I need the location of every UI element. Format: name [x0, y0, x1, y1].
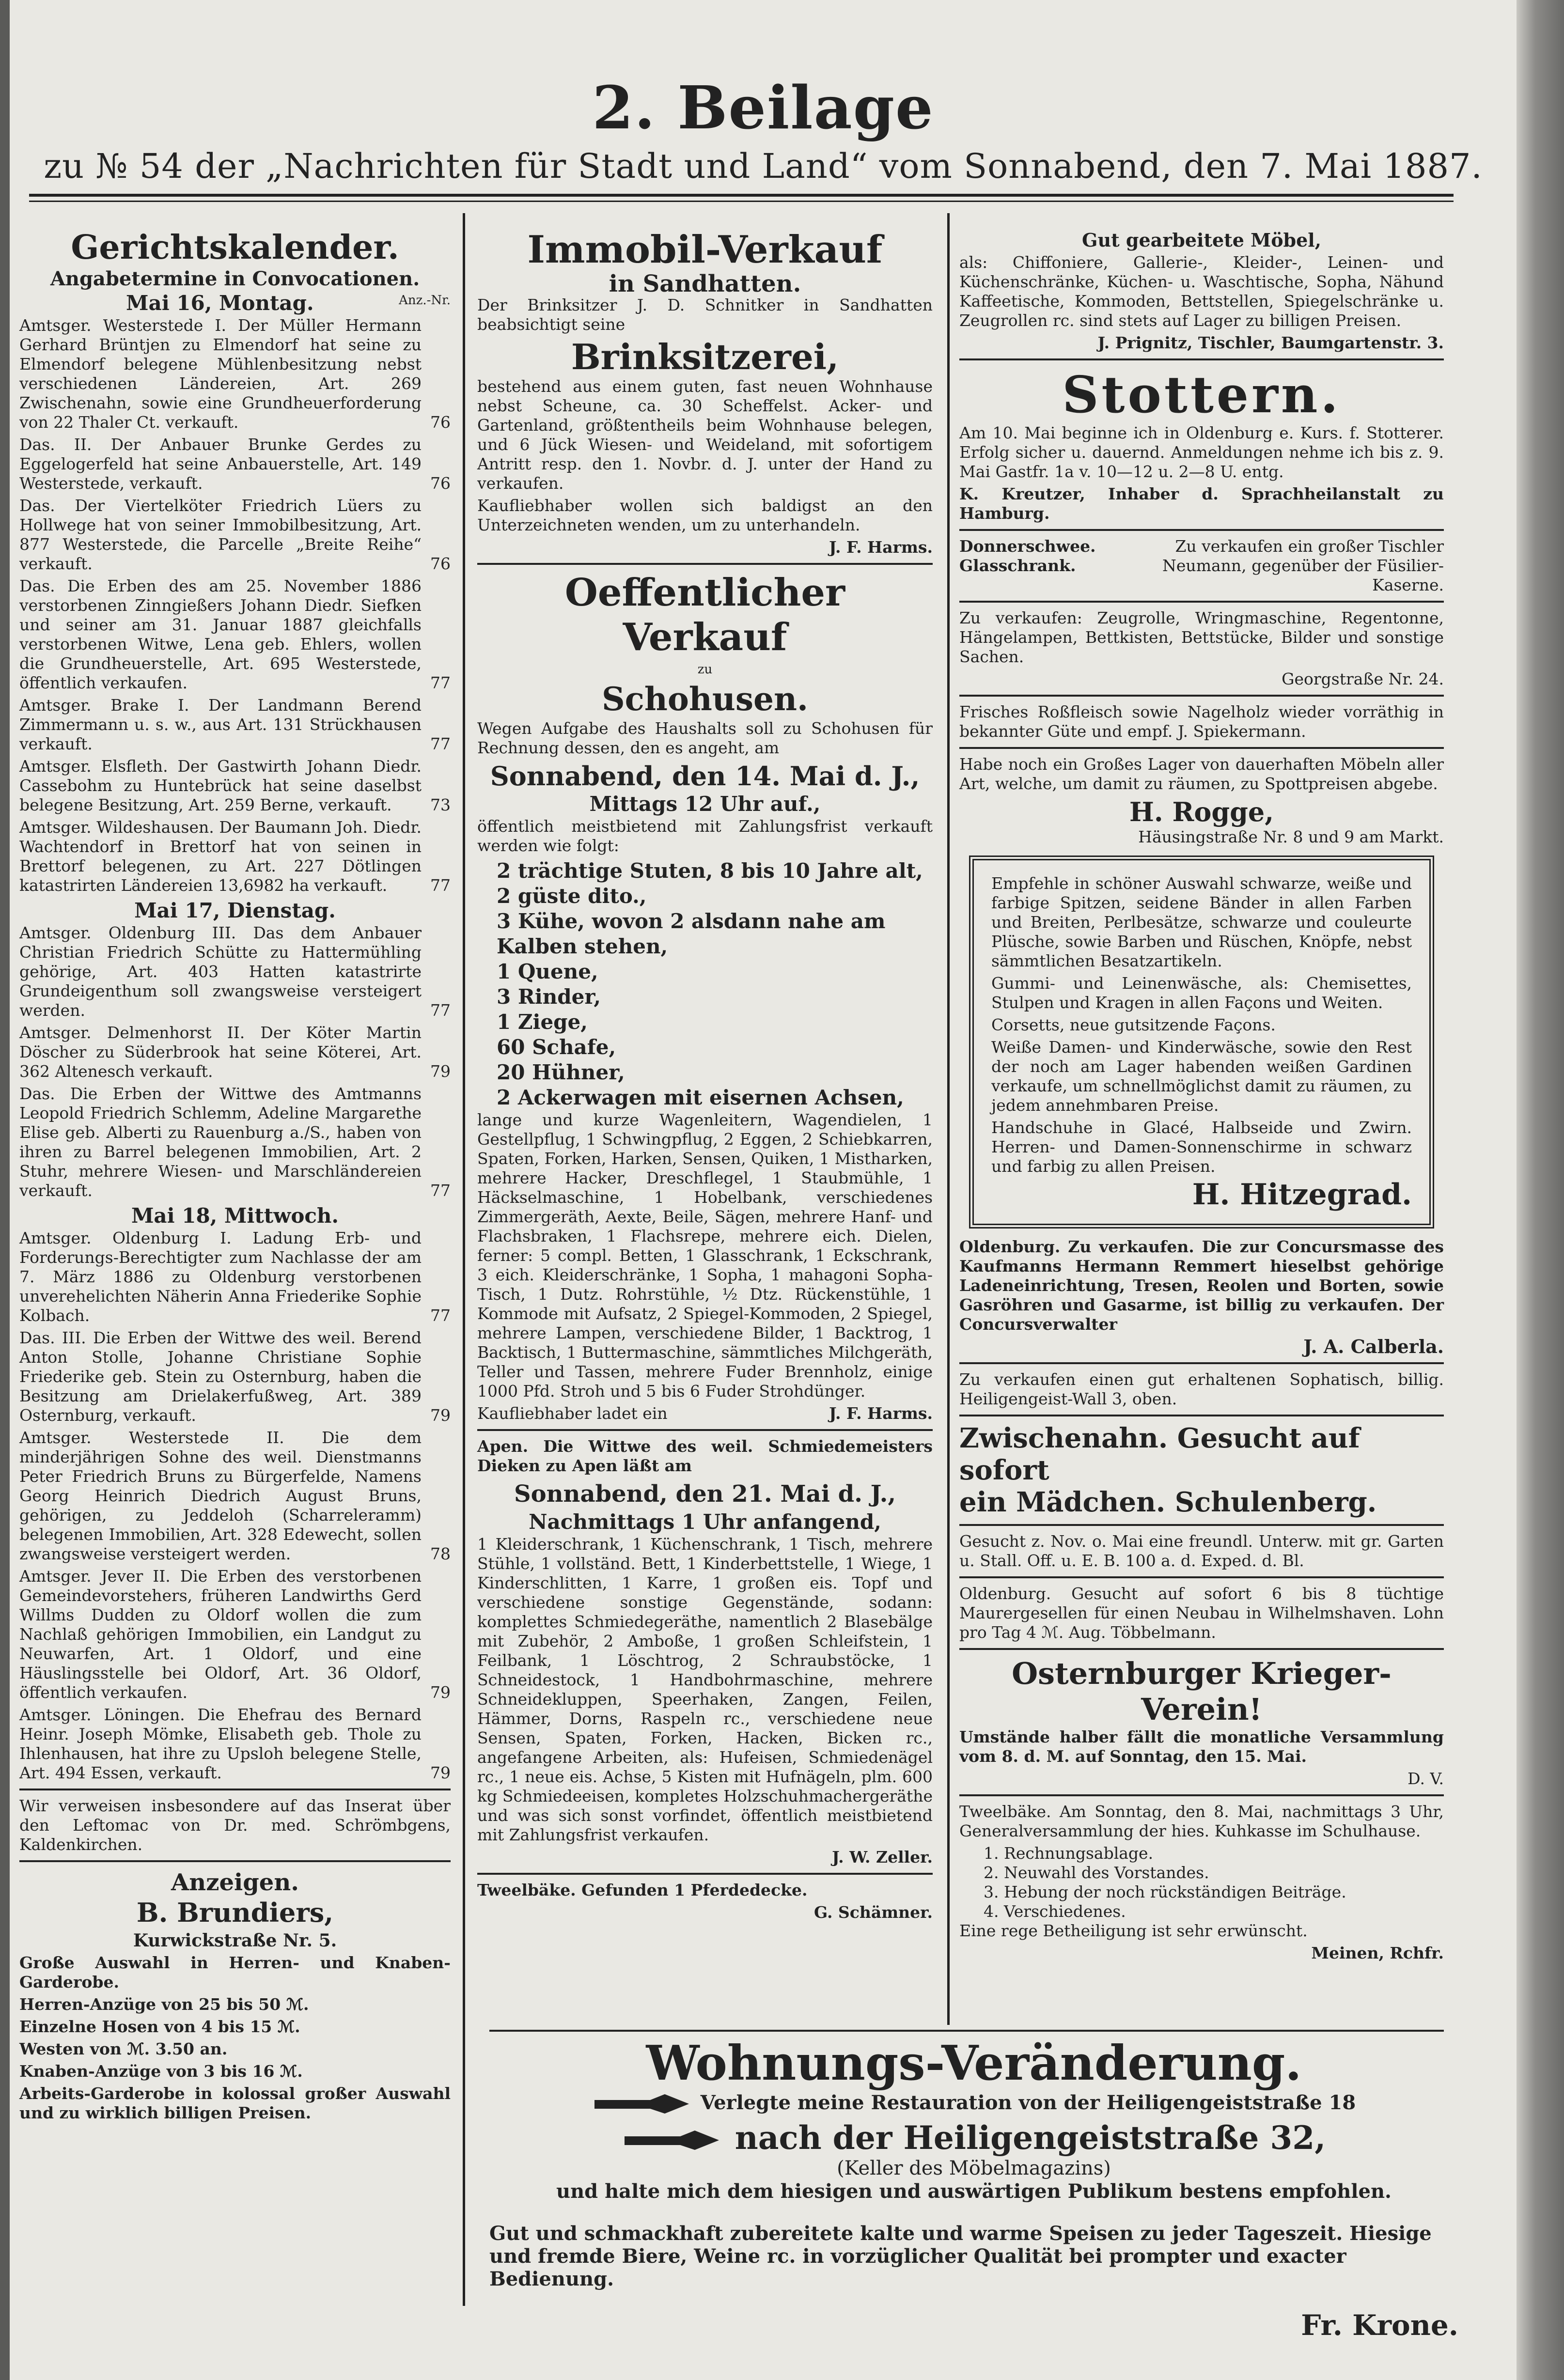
- apen-date: Sonnabend, den 21. Mai d. J.,: [514, 1480, 896, 1508]
- court-entry: Das. III. Die Erben der Wittwe des weil. Berend Anton Stolle, Johanne Christiane Sophie Friederike geb. Stein zu Osternburg, haben die Besitzung am Drielakerfußweg, Art. 389 Osternburg, verkauft. 79: [19, 1328, 451, 1425]
- immobil-intro: Der Brinksitzer J. D. Schnitker in Sandhatten beabsichtigt seine: [477, 296, 933, 334]
- firm-line: Einzelne Hosen von 4 bis 15 ℳ.: [19, 2017, 300, 2036]
- date-heading: Mai 16, Montag.: [126, 291, 314, 315]
- maid-wanted-line1: Zwischenahn. Gesucht auf sofort: [959, 1422, 1360, 1486]
- concurs-notice: Oldenburg. Zu verkaufen. Die zur Concursmasse des Kaufmanns Hermann Remmert hieselbst gehörige Ladeneinrichtung, Tresen, Reolen und Borten, sowie Gasröhren und Gasarme, ist billig zu verkaufen. Der Concursverwalter: [959, 1237, 1444, 1334]
- immobil-title: Immobil-Verkauf: [527, 228, 883, 272]
- furniture-title: Gut gearbeitete Möbel,: [1082, 229, 1321, 251]
- immobil-buyers: Kaufliebhaber wollen sich baldigst an den Unterzeichneten wenden, um zu unterhandeln.: [477, 496, 933, 534]
- masthead: [10, 0, 1517, 186]
- box-line: Corsetts, neue gutsitzende Façons.: [991, 1015, 1276, 1034]
- court-entry: Amtsger. Wildeshausen. Der Baumann Joh. Diedr. Wachtendorf in Brettorf hat von seinen in Brettorf belegenen, zu Art. 227 Dötlingen katastrirten Ländereien 13,6982 ha verkauft. 77: [19, 818, 451, 895]
- list-item: 20 Hühner,: [497, 1060, 625, 1084]
- immobil-body: bestehend aus einem guten, fast neuen Wohnhause nebst Scheune, ca. 30 Scheffelst. Acker- und Gartenland, größtentheils beim Wohnhause belegen, und 6 Jück Wiesen- und Weideland, mit sofortigem Antritt resp. den 1. Novbr. d. J. unter der Hand zu verkaufen.: [477, 377, 933, 493]
- auction-time: Mittags 12 Uhr auf.,: [589, 792, 821, 816]
- livestock-list: [477, 858, 933, 1110]
- court-entry: Amtsger. Löningen. Die Ehefrau des Bernard Heinr. Joseph Mömke, Elisabeth geb. Thole zu Ihlenhausen, hat ihre zu Upsloh belegene Stelle, Art. 494 Essen, verkauft. 79: [19, 1705, 451, 1782]
- box-line: Weiße Damen- und Kinderwäsche, sowie den Rest der noch am Lager habenden weißen Gardinen verkaufe, um schnellmöglichst damit zu räumen, zu jedem annehmbaren Preise.: [991, 1038, 1412, 1115]
- relocation-line1: Verlegte meine Restauration von der Heiligengeiststraße 18: [700, 2091, 1356, 2114]
- masthead-rule: [29, 194, 1454, 197]
- list-item: 1. Rechnungsablage.: [984, 1844, 1154, 1863]
- auction-body: lange und kurze Wagenleitern, Wagendielen, 1 Gestellpflug, 1 Schwingpflug, 2 Eggen, 2 Schiebkarren, Spaten, Forken, Harken, Sensen, Quiken, 1 Mistharken, mehrere Hacker, Dreschflegel, 1 Staubmühle, 1 Häckselmaschine, 1 Hobelbank, verschiedenes Zimmergeräth, Aexte, Beile, Sägen, mehrere Hanf- und Flachsbraken, 1 Flachsrepe, mehrere eich. Dielen, ferner: 5 compl. Betten, 1 Glasschrank, 1 Eckschrank, 3 eich. Kleiderschränke, 1 Sopha, 1 mahagoni Sopha-Tisch, 1 Dutz. Rohrstühle, ½ Dtz. Rückenstühle, 1 Kommode mit Aufsatz, 2 Spiegel-Kommoden, 2 Spiegel, mehrere Lampen, verschiedene Bilder, 1 Backtrog, 1 Backtisch, 1 Buttermaschine, sämmtliches Milchgeräth, Teller und Tassen, mehrere Fuder Brennholz, einige 1000 Pfd. Stroh und 5 bis 6 Fuder Strohdünger.: [477, 1110, 933, 1400]
- masons-wanted: Oldenburg. Gesucht auf sofort 6 bis 8 tüchtige Maurergesellen für einen Neubau in Wilhelmshaven. Lohn pro Tag 4 ℳ. Aug. Többelmann.: [959, 1584, 1444, 1642]
- list-item: 1 Ziege,: [497, 1010, 588, 1034]
- kuhkasse-close: Eine rege Betheiligung ist sehr erwünscht.: [959, 1921, 1308, 1940]
- rogge-address: Häusingstraße Nr. 8 und 9 am Markt.: [1138, 827, 1444, 846]
- court-entry: Amtsger. Westerstede II. Die dem minderjährigen Sohne des weil. Dienstmanns Peter Friedrich Bruns zu Bürgerfelde, Namens Georg Heinrich Diedrich August Bruns, gehörigen, zu Jeddeloh (Scharreleramm) belegenen Immobilien, Art. 328 Edewecht, sollen zwangsweise versteigert werden. 78: [19, 1428, 451, 1563]
- court-entry: Amtsger. Jever II. Die Erben des verstorbenen Gemeindevorstehers, früheren Landwirths Gerd Willms Dudden zu Oldorf wollen die zum Nachlaß gehörigen Immobilien, ein Landgut zu Neuwarfen, Art. 1 Oldorf, und eine Häuslingsstelle bei Oldorf, Art. 36 Oldorf, öffentlich verkaufen. 79: [19, 1567, 451, 1702]
- court-calendar-subtitle: Angabetermine in Convocationen.: [50, 267, 420, 290]
- firm-line: Knaben-Anzüge von 3 bis 16 ℳ.: [19, 2062, 303, 2081]
- reference-note: Wir verweisen insbesondere auf das Inserat über den Leftomac von Dr. med. Schrömbgens, Kaldenkirchen.: [19, 1796, 451, 1854]
- box-line: Gummi- und Leinenwäsche, als: Chemisettes, Stulpen und Kragen in allen Façons und Weiten.: [991, 974, 1412, 1012]
- relocation-line5: Gut und schmackhaft zubereitete kalte und warme Speisen zu jeder Tageszeit. Hiesige und fremde Biere, Weine rc. in vorzüglicher Qualität bei prompter und exacter Bedienung.: [489, 2222, 1432, 2290]
- column-court-calendar: [19, 228, 451, 2126]
- court-entry: Amtsger. Oldenburg I. Ladung Erb- und Forderungs-Berechtigter zum Nachlasse der am 7. März 1886 zu Oldenburg verstorbenen unverehelichten Näherin Anna Friederike Sophie Kolbach. 77: [19, 1229, 451, 1325]
- sale-notice: Zu verkaufen: Zeugrolle, Wringmaschine, Regentonne, Hängelampen, Bettkisten, Bettstücke, Bilder und sonstige Sachen.: [959, 608, 1444, 666]
- list-item: 4. Verschiedenes.: [984, 1902, 1126, 1921]
- immobil-signature: J. F. Harms.: [829, 538, 933, 557]
- agenda-list: [959, 1844, 1444, 1921]
- box-line: Handschuhe in Glacé, Halbseide und Zwirn. Herren- und Damen-Sonnenschirme in schwarz und farbig zu allen Preisen.: [991, 1118, 1412, 1176]
- court-calendar-title: Gerichtskalender.: [71, 228, 399, 267]
- rogge-notice: Habe noch ein Großes Lager von dauerhaften Möbeln aller Art, welche, um damit zu räumen, zu Spottpreisen abgebe.: [959, 755, 1444, 793]
- furniture-body: als: Chiffoniere, Gallerie-, Kleider-, Leinen- und Küchenschränke, Küchen- u. Waschtische, Sopha, Nähund Kaffeetische, Kommoden, Bettstellen, Spiegelschränke u. Zeugrollen rc. sind stets auf Lager zu billigen Preisen.: [959, 253, 1444, 330]
- column-rule-1: [463, 213, 465, 2306]
- horse-meat-notice: Frisches Roßfleisch sowie Nagelholz wieder vorräthig in bekannter Güte und empf. J. Spiekermann.: [959, 702, 1444, 741]
- firm-line: Herren-Anzüge von 25 bis 50 ℳ.: [19, 1995, 309, 2014]
- sale-address: Georgstraße Nr. 24.: [1282, 669, 1444, 688]
- court-entry: Das. Die Erben des am 25. November 1886 verstorbenen Zinngießers Johann Diedr. Siefken und seiner am 31. Januar 1887 gleichfalls verstorbenen Witwe, Lena geb. Ehlers, wollen die Grundheuerstelle, Art. 695 Westerstede, öffentlich verkaufen. 77: [19, 576, 451, 692]
- relocation-title: Wohnungs-Veränderung.: [646, 2036, 1302, 2091]
- court-entry: Amtsger. Elsfleth. Der Gastwirth Johann Diedr. Cassebohm zu Huntebrück hat seine daselbst belegene Besitzung, Art. 259 Berne, verkauft. 73: [19, 757, 451, 814]
- apen-time: Nachmittags 1 Uhr anfangend,: [529, 1510, 881, 1534]
- immobil-place: in Sandhatten.: [609, 270, 801, 297]
- list-item: 1 Quene,: [497, 960, 598, 983]
- relocation-signature: Fr. Krone.: [1301, 2309, 1458, 2342]
- apen-intro: Apen. Die Wittwe des weil. Schmiedemeisters Dieken zu Apen läßt am: [477, 1437, 933, 1475]
- supplement-subtitle: zu № 54 der „Nachrichten für Stadt und Land“ vom Sonnabend, den 7. Mai 1887.: [44, 146, 1483, 186]
- hitzegrad-box: [969, 856, 1434, 1229]
- krieger-verein-body: Umstände halber fällt die monatliche Versammlung vom 8. d. M. auf Sonntag, den 15. Mai.: [959, 1727, 1444, 1766]
- auction-terms: öffentlich meistbietend mit Zahlungsfrist verkauft werden wie folgt:: [477, 817, 933, 855]
- pointing-hand-icon: [592, 2090, 694, 2118]
- anz-label: Anz.-Nr.: [399, 293, 451, 308]
- column-auctions: [477, 228, 933, 1922]
- list-item: 2 Ackerwagen mit eisernen Achsen,: [497, 1086, 904, 1109]
- furniture-signature: J. Prignitz, Tischler, Baumgartenstr. 3.: [1097, 333, 1444, 352]
- bottom-ad-rule: [489, 2030, 1444, 2032]
- court-entry: Amtsger. Westerstede I. Der Müller Hermann Gerhard Brüntjen zu Elmendorf hat seine zu Elmendorf belegene Mühlenbesitzung nebst verschiedenen Ländereien, Art. 269 Zwischenahn, sowie eine Grundheuerforderung von 22 Thaler Ct. verkauft. 76: [19, 316, 451, 432]
- apen-signature: J. W. Zeller.: [832, 1848, 933, 1867]
- list-item: 3 Kühe, wovon 2 alsdann nahe am Kalben stehen,: [497, 909, 886, 958]
- firm-line: Große Auswahl in Herren- und Knaben-Garderobe.: [19, 1953, 451, 1991]
- newspaper-page: [10, 0, 1517, 2380]
- court-entry: Das. II. Der Anbauer Brunke Gerdes zu Eggelogerfeld hat seine Anbauerstelle, Art. 149 Westerstede, verkauft. 76: [19, 435, 451, 493]
- auction-title: Oeffentlicher Verkauf: [564, 571, 845, 659]
- donnerschwee-text: Zu verkaufen ein großer Tischler Neumann, gegenüber der Füsilier-Kaserne.: [1162, 537, 1444, 594]
- kuhkasse-signature: Meinen, Rchfr.: [1311, 1944, 1444, 1962]
- relocation-line3: (Keller des Möbelmagazins): [837, 2157, 1111, 2179]
- hitzegrad-signature: H. Hitzegrad.: [1192, 1178, 1412, 1212]
- list-item: 2. Neuwahl des Vorstandes.: [984, 1863, 1209, 1882]
- auction-intro: Wegen Aufgabe des Haushalts soll zu Schohusen für Rechnung dessen, den es angeht, am: [477, 719, 933, 757]
- auction-invite: Kaufliebhaber ladet ein: [477, 1404, 668, 1423]
- ads-heading: Anzeigen.: [171, 1869, 299, 1896]
- page-edge: [1517, 0, 1564, 2380]
- stottern-body: Am 10. Mai beginne ich in Oldenburg e. Kurs. f. Stotterer. Erfolg sicher u. dauernd. Anmeldungen nehme ich bis z. 9. Mai Gastfr. 1a v. 10—12 u. 2—8 U. entg.: [959, 423, 1444, 481]
- auction-date: Sonnabend, den 14. Mai d. J.,: [490, 761, 920, 792]
- auction-zu: zu: [697, 662, 713, 677]
- masthead-rule-thin: [29, 201, 1454, 202]
- box-line: Empfehle in schöner Auswahl schwarze, weiße und farbige Spitzen, seidene Bänder in allen Farben und Breiten, Perlbesätze, schwarze und couleurte Plüsche, sowie Barben und Rüschen, Knöpfe, nebst sämmtlichen Besatzartikeln.: [991, 874, 1412, 970]
- found-notice: Tweelbäke. Gefunden 1 Pferdedecke.: [477, 1881, 808, 1899]
- stottern-title: Stottern.: [1062, 365, 1341, 424]
- rogge-signature: H. Rogge,: [1129, 796, 1274, 827]
- list-item: 2 güste dito.,: [497, 884, 647, 908]
- relocation-line4: und halte mich dem hiesigen und auswärtigen Publikum bestens empfohlen.: [556, 2180, 1392, 2203]
- column-classifieds: [959, 228, 1444, 1963]
- found-signature: G. Schämner.: [813, 1903, 933, 1922]
- court-entry: Das. Die Erben der Wittwe des Amtmanns Leopold Friedrich Schlemm, Adeline Margarethe Elise geb. Alberti zu Rauenburg a./S., haben von ihren zu Barrel belegenen Immobilien, Art. 2 Stuhr, mehrere Wiesen- und Marschländereien verkauft. 77: [19, 1084, 451, 1200]
- immobil-item: Brinksitzerei,: [571, 336, 839, 377]
- firm-name: B. Brundiers,: [136, 1897, 334, 1928]
- sophatisch-notice: Zu verkaufen einen gut erhaltenen Sophatisch, billig. Heiligengeist-Wall 3, oben.: [959, 1370, 1444, 1408]
- court-entry: Das. Der Viertelköter Friedrich Lüers zu Hollwege hat von seiner Immobilbesitzung, Art. 877 Westerstede, die Parcelle „Breite Reihe“ verkauft. 76: [19, 496, 451, 573]
- date-heading: Mai 17, Dienstag.: [134, 899, 336, 922]
- auction-signature: J. F. Harms.: [829, 1404, 933, 1423]
- krieger-verein-title: Osternburger Krieger-Verein!: [1012, 1656, 1392, 1727]
- date-heading: Mai 18, Mittwoch.: [131, 1204, 339, 1228]
- auction-place: Schohusen.: [602, 680, 808, 718]
- list-item: 2 trächtige Stuten, 8 bis 10 Jahre alt,: [497, 859, 923, 883]
- supplement-title: 2. Beilage: [592, 73, 934, 142]
- list-item: 60 Schafe,: [497, 1035, 616, 1059]
- court-entry: Amtsger. Delmenhorst II. Der Köter Martin Döscher zu Süderbrook hat seine Köterei, Art. 362 Altenesch verkauft. 79: [19, 1023, 451, 1081]
- apartment-wanted: Gesucht z. Nov. o. Mai eine freundl. Unterw. mit gr. Garten u. Stall. Off. u. E. B. 100 a. d. Exped. d. Bl.: [959, 1532, 1444, 1570]
- list-item: 3. Hebung der noch rückständigen Beiträge.: [984, 1882, 1346, 1901]
- krieger-verein-signature: D. V.: [1408, 1769, 1444, 1788]
- concurs-signature: J. A. Calberla.: [1303, 1336, 1444, 1357]
- maid-wanted-line2: ein Mädchen. Schulenberg.: [959, 1486, 1377, 1518]
- relocation-ad: [489, 2037, 1458, 2341]
- court-entry: Amtsger. Brake I. Der Landmann Berend Zimmermann u. s. w., aus Art. 131 Strückhausen verkauft. 77: [19, 696, 451, 753]
- pointing-hand-icon: [622, 2127, 724, 2155]
- apen-body: 1 Kleiderschrank, 1 Küchenschrank, 1 Tisch, mehrere Stühle, 1 vollständ. Bett, 1 Kinderbettstelle, 1 Wiege, 1 Kinderschlitten, 1 Karre, 1 großen eis. Topf und verschiedene sonstige Gegenstände, sodann: komplettes Schmiedegeräthe, namentlich 2 Blasebälge mit Zubehör, 2 Amboße, 1 großen Schleifstein, 1 Feilbank, 1 Löschtrog, 2 Schraubstöcke, 1 Schneidestock, 1 Handbohrmaschine, mehrere Schneidekluppen, Speerhaken, Zangen, Feilen, Hämmer, Dorns, Raspeln rc., verschiedene neue Sensen, Spaten, Forken, Hacken, Bicken rc., angefangene Arbeiten, als: Hufeisen, Schmiedenägel rc., 1 neue eis. Achse, 5 Kisten mit Hufnägeln, plm. 600 kg Schmiedeeisen, kompletes Holzschuhmachergeräthe und was sich sonst vorfindet, öffentlich meistbietend mit Zahlungsfrist verkaufen.: [477, 1535, 933, 1844]
- column-rule-2: [947, 213, 950, 2025]
- firm-address: Kurwickstraße Nr. 5.: [133, 1930, 337, 1951]
- firm-line: Arbeits-Garderobe in kolossal großer Auswahl und zu wirklich billigen Preisen.: [19, 2084, 451, 2122]
- donnerschwee-label: Donnerschwee. Glasschrank.: [959, 537, 1096, 575]
- kuhkasse-notice: Tweelbäke. Am Sonntag, den 8. Mai, nachmittags 3 Uhr, Generalversammlung der hies. Kuhkasse im Schulhause.: [959, 1802, 1444, 1840]
- list-item: 3 Rinder,: [497, 985, 601, 1009]
- stottern-signature: K. Kreutzer, Inhaber d. Sprachheilanstalt zu Hamburg.: [959, 484, 1444, 523]
- relocation-line2: nach der Heiligengeiststraße 32,: [735, 2119, 1326, 2157]
- firm-line: Westen von ℳ. 3.50 an.: [19, 2039, 228, 2058]
- court-entry: Amtsger. Oldenburg III. Das dem Anbauer Christian Friedrich Schütte zu Hattermühling gehörige, Art. 403 Hatten katastrirte Grundeigenthum soll zwangsweise versteigert werden. 77: [19, 923, 451, 1020]
